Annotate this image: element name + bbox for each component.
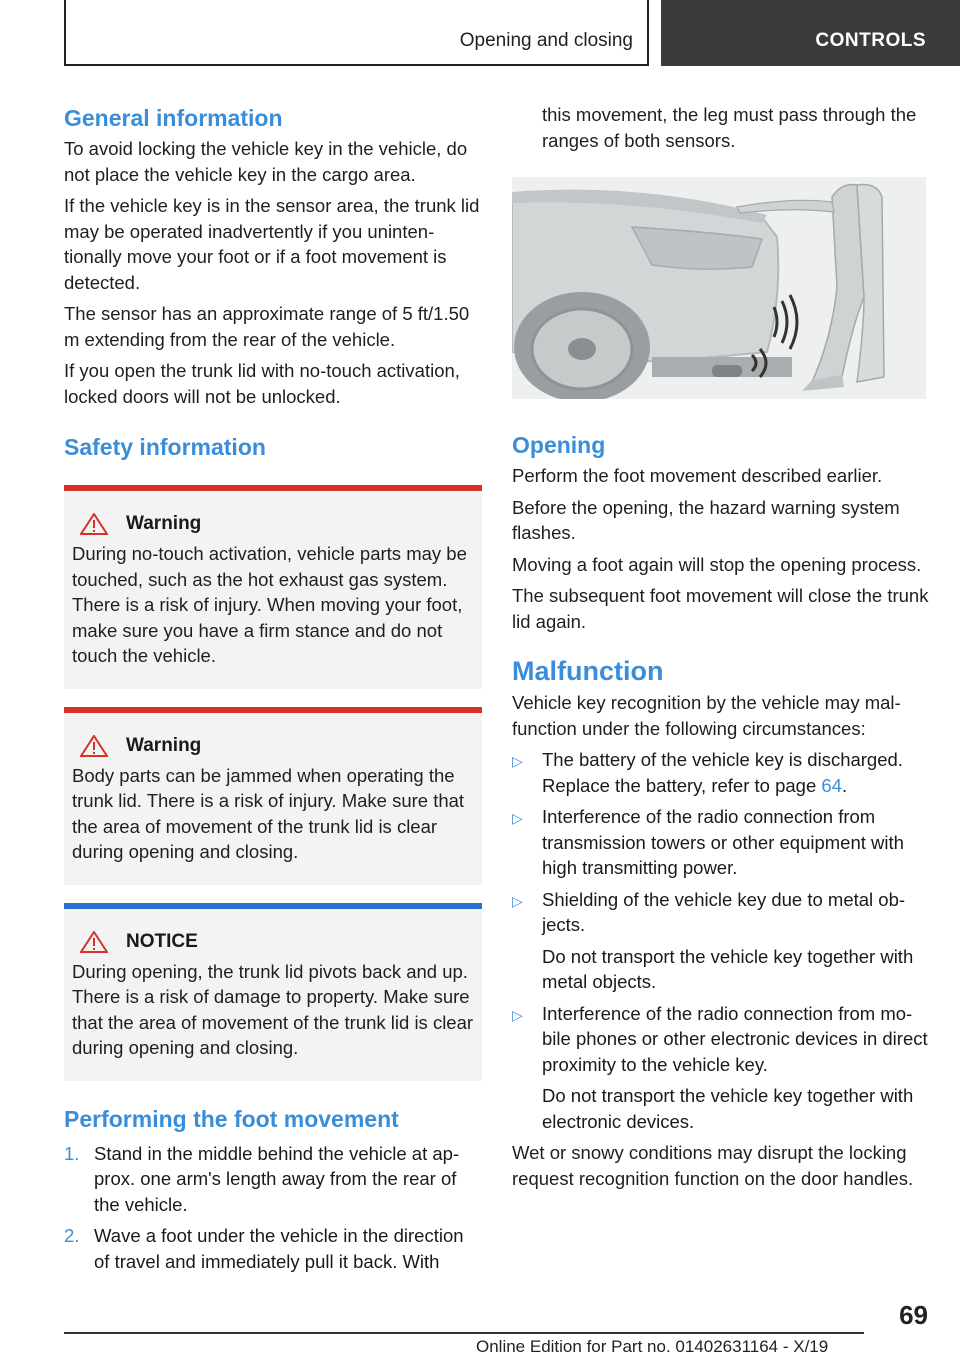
step-number: 2. xyxy=(64,1225,80,1246)
foot-movement-heading: Performing the foot movement xyxy=(64,1105,399,1132)
step-text: Wave a foot under the vehicle in the direction of travel and immediately pull it back. With xyxy=(94,1225,464,1272)
notice-label: NOTICE xyxy=(126,930,198,952)
opening-paragraph-1: Perform the foot movement described earlier. xyxy=(512,465,883,486)
chapter-title: CONTROLS xyxy=(815,30,926,51)
left-column xyxy=(64,100,482,1274)
triangle-bullet-icon: ▷ xyxy=(512,810,523,826)
general-paragraph-4: If you open the trunk lid with no-touch activation, locked doors will not be unlocked. xyxy=(64,360,460,407)
bullet-text: Interference of the radio connection from mobile phones or other electronic devices in direct proximity to the vehicle key. Do not transport the vehicle key together with electronic devices. xyxy=(542,1001,930,1135)
warning-text: Body parts can be jammed when operating the trunk lid. There is a risk of injury. Make sure that the area of movement of the trunk lid is clear during opening and closing. xyxy=(72,764,465,862)
bullet-subtext: Do not transport the vehicle key together with electronic devices. xyxy=(542,1085,914,1132)
section-title: Opening and closing xyxy=(459,30,633,51)
list-item xyxy=(64,1223,482,1274)
warning-triangle-icon xyxy=(80,513,108,535)
notice-box xyxy=(64,903,482,1081)
list-item xyxy=(512,1001,930,1135)
warning-box-1 xyxy=(64,485,482,689)
step-number: 1. xyxy=(64,1142,80,1164)
foot-movement-steps xyxy=(64,1141,482,1275)
opening-paragraph-4: The subsequent foot movement will close the trunk lid again. xyxy=(512,585,929,632)
page-number: 69 xyxy=(899,1300,928,1330)
bullet-text: The battery of the vehicle key is discharged. Replace the battery, refer to page 64. xyxy=(542,749,903,796)
bullet-subtext: Do not transport the vehicle key together with metal objects. xyxy=(542,945,914,992)
list-item xyxy=(512,747,930,798)
car-rear-illustration xyxy=(512,177,926,399)
warning-box-2 xyxy=(64,707,482,885)
triangle-bullet-icon: ▷ xyxy=(512,892,523,909)
triangle-bullet-icon: ▷ xyxy=(512,753,523,769)
step-text: Stand in the middle behind the vehicle at approx. one arm's length away from the rear of the vehicle. xyxy=(94,1142,460,1215)
opening-paragraph-2: Before the opening, the hazard warning system flashes. xyxy=(512,496,900,543)
general-paragraph-3: The sensor has an approximate range of 5 ft/1.50 m extending from the rear of the vehicle. xyxy=(64,303,470,350)
warning-triangle-icon xyxy=(80,735,108,757)
triangle-bullet-icon: ▷ xyxy=(512,1006,523,1023)
safety-information-heading: Safety information xyxy=(64,434,266,460)
malfunction-list xyxy=(512,747,930,1134)
general-paragraph-1: To avoid locking the vehicle key in the vehicle, do not place the vehicle key in the cargo area. xyxy=(64,138,468,185)
closing-paragraph: Wet or snowy conditions may disrupt the locking request recognition function on the door handles. xyxy=(512,1142,914,1189)
footer-edition: Online Edition for Part no. 01402631164 - X/19 xyxy=(476,1337,829,1356)
list-item xyxy=(64,1141,482,1218)
foot-movement-illustration xyxy=(512,177,926,399)
right-column xyxy=(512,102,930,1191)
list-item xyxy=(512,804,930,881)
warning-box-header xyxy=(76,735,474,757)
opening-heading: Opening xyxy=(512,432,606,458)
footer-divider xyxy=(64,1332,864,1334)
list-item xyxy=(512,887,930,995)
warning-text: During no-touch activation, vehicle parts may be touched, such as the hot exhaust gas system. There is a risk of injury. When moving your foot, make sure you have a firm stance and do not touch the vehicle. xyxy=(72,543,467,666)
malfunction-heading: Malfunction xyxy=(512,656,664,686)
notice-box-header xyxy=(76,931,474,953)
opening-paragraph-3: Moving a foot again will stop the opening process. xyxy=(512,553,922,575)
warning-label: Warning xyxy=(126,513,202,534)
bullet-text: Interference of the radio connection from transmission towers or other equipment with high transmitting power. xyxy=(542,806,904,878)
header-chapter-tab xyxy=(661,0,960,66)
general-paragraph-2: If the vehicle key is in the sensor area, the trunk lid may be operated inadvertently if you unintentionally move your foot or if a foot movement is detected. xyxy=(64,195,480,293)
warning-box-header xyxy=(76,513,474,535)
notice-text: During opening, the trunk lid pivots back and up. There is a risk of damage to property. Make sure that the area of movement of the trunk lid is clear during opening and closing. xyxy=(72,960,474,1058)
warning-label: Warning xyxy=(126,734,202,756)
warning-triangle-icon xyxy=(80,931,108,953)
malfunction-intro: Vehicle key recognition by the vehicle may malfunction under the following circumstances: xyxy=(512,692,901,739)
page-link[interactable]: 64 xyxy=(821,774,842,796)
general-information-heading: General information xyxy=(64,105,283,131)
header-section-tab xyxy=(64,0,649,66)
bullet-text: Shielding of the vehicle key due to metal objects. Do not transport the vehicle key together with metal objects. xyxy=(542,887,930,995)
step-continuation-text: this movement, the leg must pass through the ranges of both sensors. xyxy=(542,104,917,151)
